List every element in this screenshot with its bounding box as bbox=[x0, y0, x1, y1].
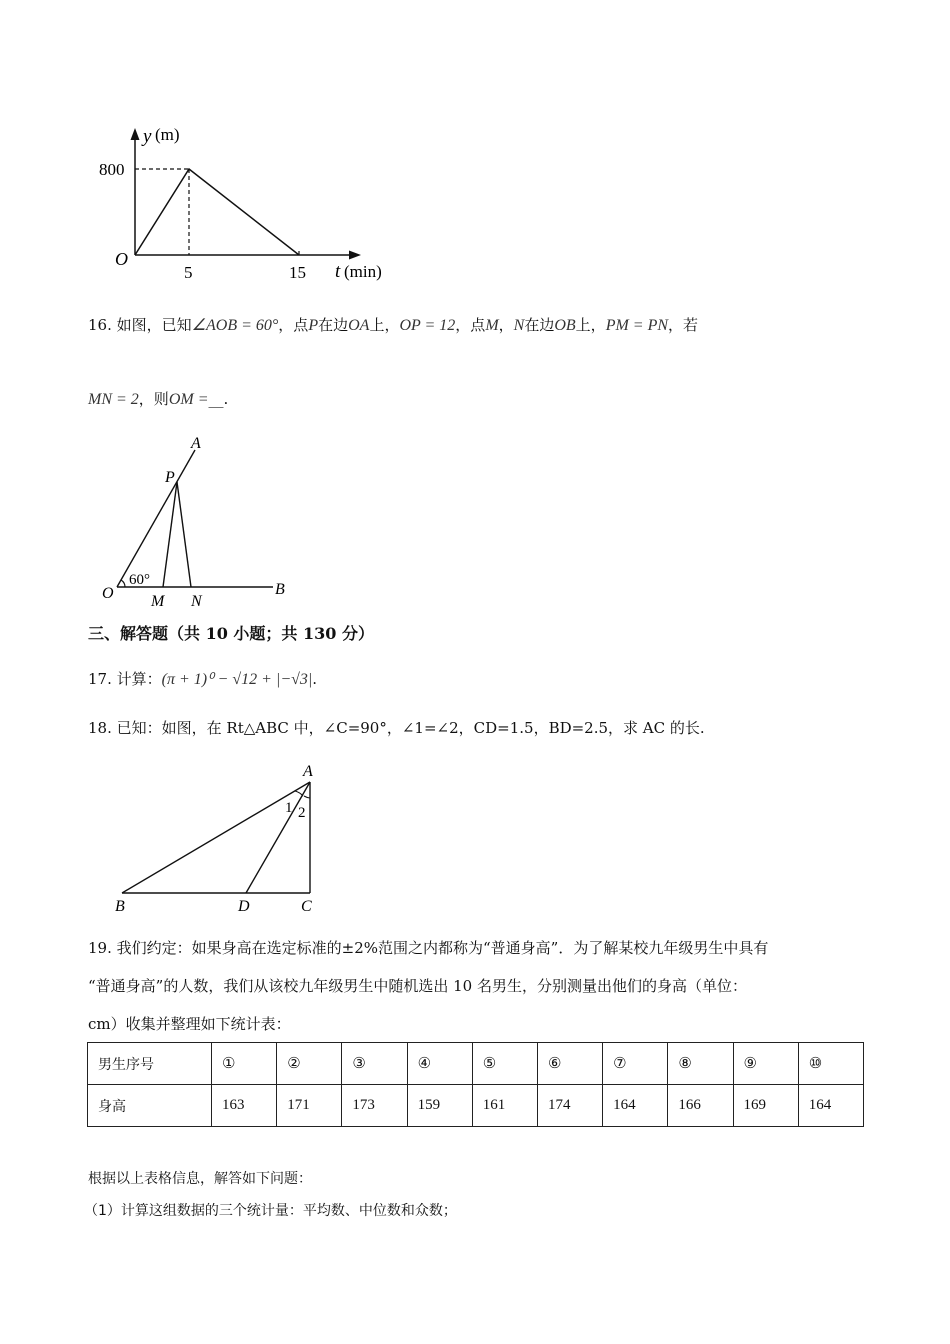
table-cell: 164 bbox=[603, 1085, 668, 1127]
distance-time-graph bbox=[95, 122, 405, 287]
x-axis-unit: (min) bbox=[344, 262, 382, 281]
row-header-id: 男生序号 bbox=[88, 1043, 212, 1085]
question-16-line1: 16. 如图，已知∠AOB = 60°，点P在边OA上，OP = 12，点M，N在边OB上，PM = PN，若 bbox=[88, 316, 699, 334]
table-cell: 164 bbox=[798, 1085, 863, 1127]
table-cell: 161 bbox=[472, 1085, 537, 1127]
svg-text:N: N bbox=[191, 593, 202, 610]
question-17: 17. 计算：(π + 1)⁰ − √12 + |−√3|. bbox=[88, 670, 318, 688]
answer-blank: __. bbox=[208, 390, 229, 408]
question-16-line2: MN = 2，则OM =__. bbox=[88, 390, 229, 408]
svg-text:B: B bbox=[275, 581, 285, 598]
table-cell: ③ bbox=[342, 1043, 407, 1085]
table-cell: 169 bbox=[733, 1085, 798, 1127]
expression: (π + 1)⁰ − √12 + |−√3| bbox=[161, 671, 313, 688]
question-number: 16. bbox=[88, 316, 112, 334]
svg-text:C: C bbox=[301, 898, 312, 915]
x-tick-15: 15 bbox=[289, 263, 306, 282]
table-cell: ② bbox=[277, 1043, 342, 1085]
x-axis-label: t bbox=[335, 261, 341, 282]
question-19-line1: 19. 我们约定：如果身高在选定标准的±2%范围之内都称为“普通身高”．为了解某校九年级男生中具有 bbox=[88, 939, 769, 957]
y-axis-arrow-icon bbox=[131, 128, 140, 140]
svg-text:1: 1 bbox=[285, 800, 293, 816]
section-heading: 三、解答题（共 10 小题；共 130 分） bbox=[88, 624, 374, 643]
question-19-sub1: （1）计算这组数据的三个统计量：平均数、中位数和众数； bbox=[84, 1203, 457, 1219]
svg-text:M: M bbox=[151, 593, 165, 610]
svg-text:P: P bbox=[165, 469, 175, 486]
angle-figure-q16 bbox=[95, 432, 305, 612]
table-cell: ⑨ bbox=[733, 1043, 798, 1085]
svg-text:O: O bbox=[102, 585, 114, 602]
svg-text:A: A bbox=[303, 763, 313, 780]
table-cell: 174 bbox=[537, 1085, 602, 1127]
origin-label: O bbox=[115, 249, 128, 269]
table-cell: ⑦ bbox=[603, 1043, 668, 1085]
svg-text:A: A bbox=[191, 435, 201, 452]
y-tick-800: 800 bbox=[99, 160, 125, 179]
svg-text:2: 2 bbox=[298, 805, 306, 821]
x-axis-arrow-icon bbox=[349, 251, 361, 260]
table-cell: ⑥ bbox=[537, 1043, 602, 1085]
svg-text:D: D bbox=[238, 898, 250, 915]
table-cell: ⑤ bbox=[472, 1043, 537, 1085]
y-axis-label: y bbox=[143, 126, 152, 147]
question-19-line2: “普通身高”的人数，我们从该校九年级男生中随机选出 10 名男生，分别测量出他们的身高（单位： bbox=[88, 977, 747, 995]
svg-text:B: B bbox=[115, 898, 125, 915]
table-cell: ① bbox=[212, 1043, 277, 1085]
y-axis-unit: (m) bbox=[155, 125, 180, 144]
table-cell: 159 bbox=[407, 1085, 472, 1127]
question-18: 18. 已知：如图，在 Rt△ABC 中，∠C=90°，∠1=∠2，CD=1.5，BD=2.5，求 AC 的长. bbox=[88, 719, 705, 737]
question-19-after-table: 根据以上表格信息，解答如下问题： bbox=[88, 1171, 312, 1187]
question-19-line3: cm）收集并整理如下统计表： bbox=[88, 1015, 291, 1033]
graph-svg bbox=[95, 122, 405, 287]
height-stats-table bbox=[87, 1042, 864, 1127]
x-tick-5: 5 bbox=[184, 263, 193, 282]
table-row-ids bbox=[88, 1043, 864, 1085]
table-cell: 163 bbox=[212, 1085, 277, 1127]
svg-text:60°: 60° bbox=[129, 572, 150, 588]
table-cell: ⑧ bbox=[668, 1043, 733, 1085]
table-cell: 171 bbox=[277, 1085, 342, 1127]
table-row-heights bbox=[88, 1085, 864, 1127]
table-cell: ⑩ bbox=[798, 1043, 863, 1085]
table-cell: 166 bbox=[668, 1085, 733, 1127]
triangle-figure-q18 bbox=[105, 758, 335, 918]
table-cell: 173 bbox=[342, 1085, 407, 1127]
data-line bbox=[135, 169, 299, 255]
table-cell: ④ bbox=[407, 1043, 472, 1085]
row-header-height: 身高 bbox=[88, 1085, 212, 1127]
